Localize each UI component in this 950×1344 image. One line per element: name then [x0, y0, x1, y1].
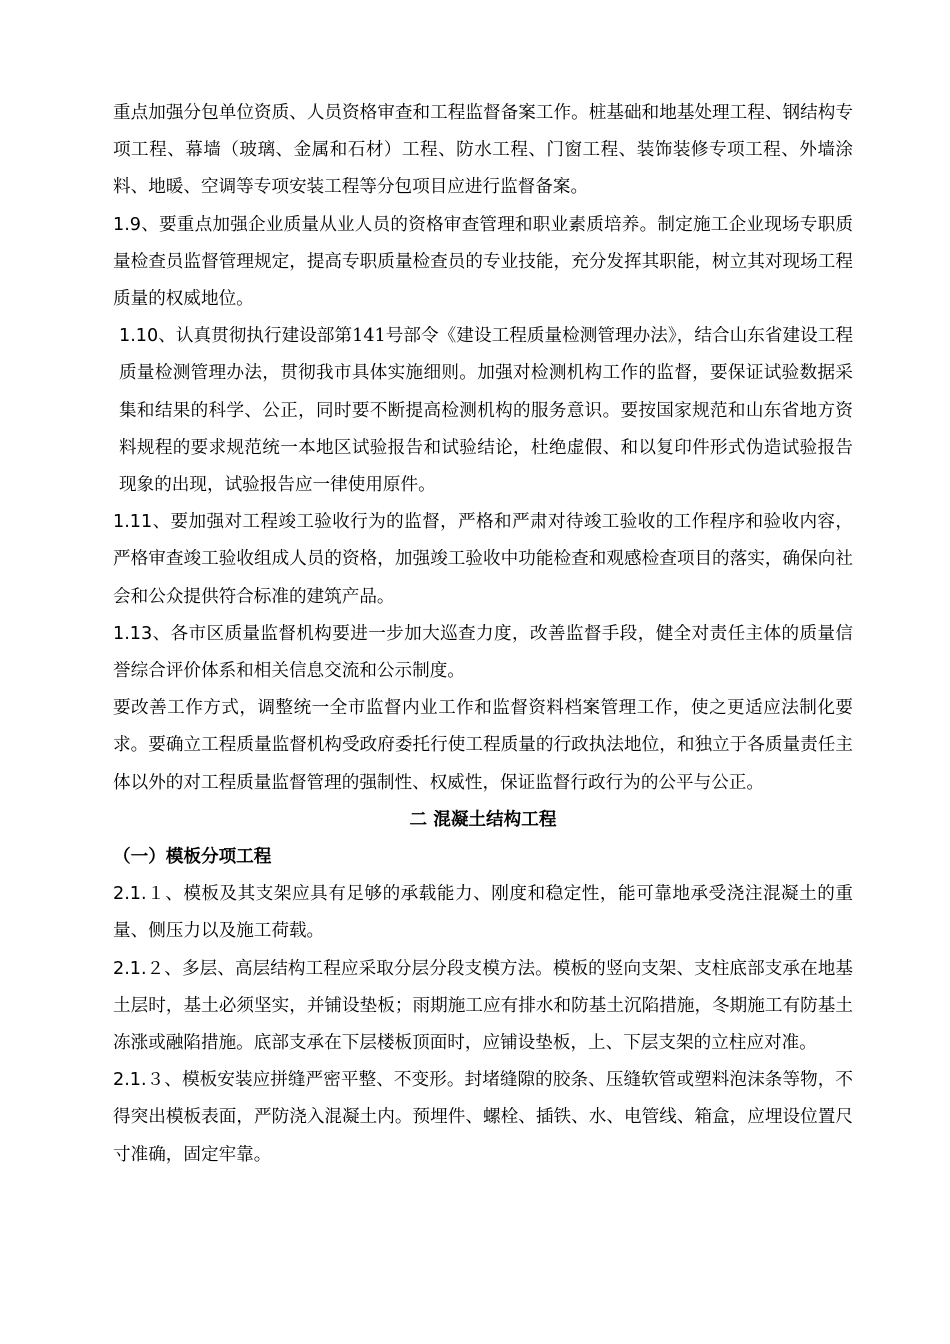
section-title: 二 混凝土结构工程	[409, 809, 557, 830]
paragraph-number: 1.13	[113, 623, 153, 644]
item-text: ２、多层、高层结构工程应采取分层分段支模方法。模板的竖向支架、支柱底部支承在地基土层时，基土必须坚实，并铺设垫板；雨期施工应有排水和防基土沉陷措施，冬期施工有防基土冻涨或融陷措施。底部支承在下层楼板顶面时，应铺设垫板，上、下层支架的立柱应对准。	[113, 958, 853, 1054]
paragraph-text: 重点加强分包单位资质、人员资格审查和工程监督备案工作。桩基础和地基处理工程、钢结构专项工程、幕墙（玻璃、金属和石材）工程、防水工程、门窗工程、装饰装修专项工程、外墙涂料、地暖、空调等专项安装工程等分包项目应进行监督备案。	[113, 103, 853, 198]
paragraph-1-11	[113, 504, 853, 616]
item-number: 2.1.	[113, 884, 147, 905]
paragraph-1-13	[113, 616, 853, 690]
paragraph-number: 1.10	[119, 326, 159, 347]
paragraph-subcontract-filing	[113, 95, 853, 207]
paragraph-text: 要改善工作方式，调整统一全市监督内业工作和监督资料档案管理工作，使之更适应法制化要求。要确立工程质量监督机构受政府委托行使工程质量的行政执法地位，和独立于各质量责任主体以外的对工程质量监督管理的强制性、权威性，保证监督行政行为的公平与公正。	[113, 698, 853, 793]
paragraph-1-9	[113, 207, 853, 319]
paragraph-work-method	[113, 690, 853, 802]
paragraph-number: 1.9	[113, 214, 141, 235]
paragraph-text: 、要加强对工程竣工验收行为的监督，严格和严肃对待竣工验收的工作程序和验收内容，严格审查竣工验收组成人员的资格，加强竣工验收中功能检查和观感检查项目的落实，确保向社会和公众提供符合标准的建筑产品。	[113, 512, 853, 607]
paragraph-text: 、要重点加强企业质量从业人员的资格审查管理和职业素质培养。制定施工企业现场专职质量检查员监督管理规定，提高专职质量检查员的专业技能，充分发挥其职能，树立其对现场工程质量的权威地位。	[113, 214, 853, 310]
paragraph-text: 、各市区质量监督机构要进一步加大巡查力度，改善监督手段，健全对责任主体的质量信誉综合评价体系和相关信息交流和公示制度。	[113, 623, 853, 682]
subsection-title: （一）模板分项工程	[113, 847, 272, 868]
item-2-1-3	[113, 1062, 853, 1174]
paragraph-number: 1.11	[113, 512, 153, 533]
item-number: 2.1.	[113, 1070, 147, 1091]
item-text: ３、模板安装应拼缝严密平整、不变形。封堵缝隙的胶条、压缝软管或塑料泡沫条等物，不得突出模板表面，严防浇入混凝土内。预埋件、螺栓、插铁、水、电管线、箱盒，应埋设位置尺寸准确，固定牢靠。	[113, 1070, 853, 1165]
item-number: 2.1.	[113, 958, 147, 979]
item-2-1-1	[113, 876, 853, 950]
document-body	[113, 95, 853, 1174]
paragraph-1-10	[113, 318, 853, 504]
item-text: １、模板及其支架应具有足够的承载能力、刚度和稳定性，能可靠地承受浇注混凝土的重量、侧压力以及施工荷载。	[113, 884, 853, 942]
paragraph-text: 、认真贯彻执行建设部第141号部令《建设工程质量检测管理办法》，结合山东省建设工程质量检测管理办法，贯彻我市具体实施细则。加强对检测机构工作的监督，要保证试验数据采集和结果的科学、公正，同时要不断提高检测机构的服务意识。要按国家规范和山东省地方资料规程的要求规范统一本地区试验报告和试验结论，杜绝虚假、和以复印件形式伪造试验报告现象的出现，试验报告应一律使用原件。	[119, 326, 853, 496]
item-2-1-2	[113, 951, 853, 1063]
